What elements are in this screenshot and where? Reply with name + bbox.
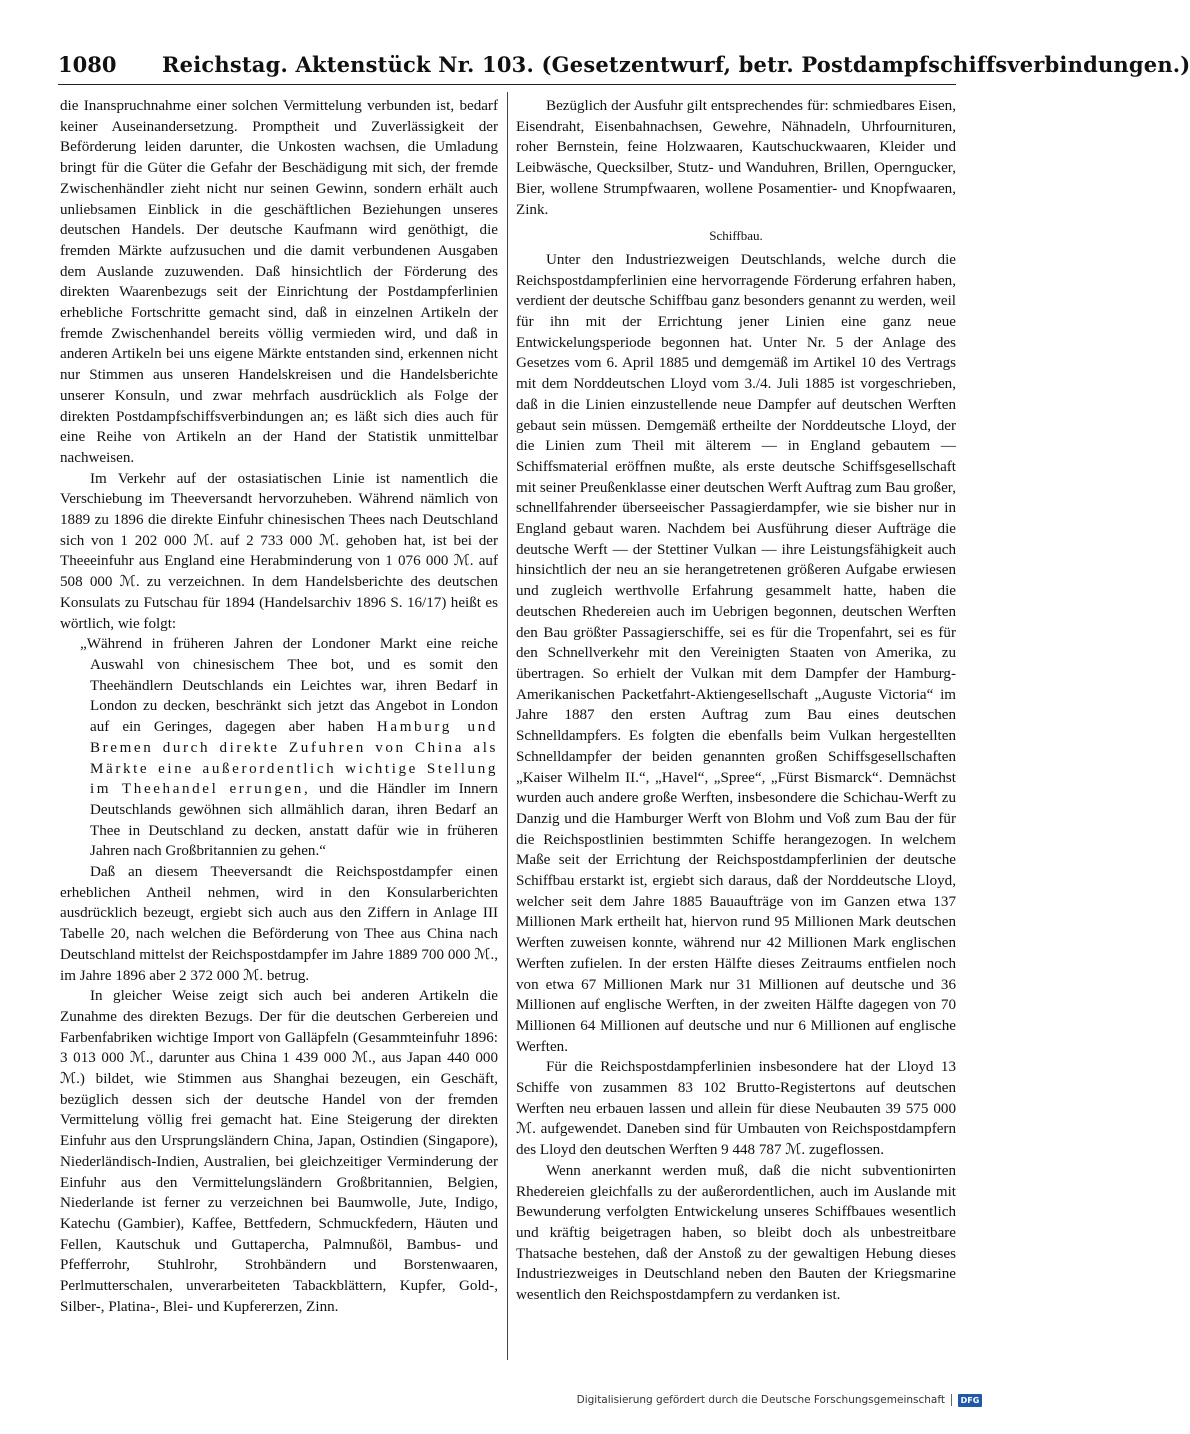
page-number: 1080: [58, 52, 117, 77]
right-column: [516, 96, 956, 1306]
digitization-footer: [577, 1388, 982, 1412]
paragraph: Wenn anerkannt werden muß, daß die nicht subventionirten Rhedereien gleichfalls zu der außerordentlichen, auch im Auslande mit Bewunderung verfolgten Entwickelung unseres Schiffbaues wesentlich und kräftig beigetragen haben, so bleibt doch als unbestreitbare Thatsache bestehen, daß der Anstoß zu der gewaltigen Hebung dieses Industriezweiges in Deutschland neben den Bauten der Kriegsmarine wesentlich den Reichspostdampfern zu verdanken ist.: [516, 1162, 956, 1304]
quote-text: [80, 634, 499, 862]
section-heading: Schiffbau.: [709, 228, 763, 244]
quote-part: und die Händler im Innern Deutschlands gewöhnen sich allmählich daran, ihren Bedarf an Thee in Deutschland zu decken, anstatt dafür wie in früheren Jahren nach Großbritannien zu gehen.“: [90, 781, 498, 860]
paragraph: die Inanspruchnahme einer solchen Vermittelung verbunden ist, bedarf keiner Auseinandersetzung. Promptheit und Zuverlässigkeit der Beförderung leiden darunter, die Unkosten wachsen, die Umladung bringt für die Güter die Gefahr der Beschädigung mit sich, der fremde Zwischenhändler zieht nicht nur seinen Gewinn, sondern erhält auch unliebsamen Einblick in die geschäftlichen Beziehungen unseres deutschen Handels. Der deutsche Kaufmann wird genöthigt, die fremden Märkte aufzusuchen und die damit verbundenen Ausgaben dem Auslande zuzuwenden. Daß hinsichtlich der Förderung des direkten Waarenbezugs seit der Einrichtung der Postdampferlinien erhebliche Fortschritte gemacht sind, daß in einzelnen Artikeln der fremde Zwischenhandel bereits völlig vermieden wird, und daß in anderen Artikeln bei uns eigene Märkte entstanden sind, erkennen nicht nur Stimmen aus unseren Handelskreisen und die Handelsberichte unserer Konsuln, und zwar mehrfach ausdrücklich als Folge der direkten Postdampfschiffsverbindungen an; es läßt sich dies auch für eine Reihe von Artikeln an der Hand der Statistik unmittelbar nachweisen.: [60, 98, 498, 466]
block-quote: [80, 634, 499, 862]
paragraph: Unter den Industriezweigen Deutschlands, welche durch die Reichspostdampferlinien eine hervorragende Förderung erfahren haben, verdient der deutsche Schiffbau ganz besonders genannt zu werden, weil für ihn mit der Errichtung jener Linien eine ganz neue Entwickelungsperiode begonnen hat. Unter Nr. 5 der Anlage des Gesetzes vom 6. April 1885 und demgemäß im Artikel 10 des Vertrags mit dem Norddeutschen Lloyd vom 3./4. Juli 1885 ist vorgeschrieben, daß in die Linien einzustellende neue Dampfer auf deutschen Werften gebaut sein müssen. Demgemäß ertheilte der Norddeutsche Lloyd, der die Linien zum Theil mit älterem — in England gebautem — Schiffsmaterial eröffnen mußte, als erste deutsche Schiffsgesellschaft mit seiner Preußenklasse einer deutschen Werft Auftrag zum Bau großer, schnellfahrender überseeischer Passagierdampfer, wie sie bisher nur in England gebaut waren. Nachdem bei Ausführung dieser Aufträge die deutsche Werft — der Stettiner Vulkan — ihre Leistungsfähigkeit auch hinsichtlich der neu an sie herangetretenen größeren Aufgabe erwiesen und zugleich werthvolle Erfahrung gesammelt hatte, haben die deutschen Rhedereien auch im Uebrigen begonnen, deutschen Werften den Bau größter Passagierschiffe, sei es für die Tropenfahrt, sei es für den Schnellverkehr mit den Vereinigten Staaten von Amerika, zu übertragen. So erhielt der Vulkan mit dem Dampfer der Hamburg-Amerikanischen Packetfahrt-Aktiengesellschaft „Auguste Victoria“ im Jahre 1887 den ersten Auftrag zum Bau eines deutschen Schnelldampfers. Es folgten die ebenfalls beim Vulkan hergestellten Schnelldampfer der beiden genannten großen Schiffsgesellschaften „Kaiser Wilhelm II.“, „Havel“, „Spree“, „Fürst Bismarck“. Demnächst wurden auch andere große Werften, insbesondere die Schichau-Werft zu Danzig und die Hamburger Werft von Blohm und Voß zum Bau der für die Reichspostlinien bestimmten Schiffe herangezogen. In welchem Maße seit der Errichtung der Reichspostdampferlinien der deutsche Schiffbau erstarkt ist, ergiebt sich daraus, daß der Norddeutsche Lloyd, welcher seit dem Jahre 1885 Bauaufträge von im Ganzen etwa 137 Millionen Mark ertheilt hat, hiervon rund 95 Millionen Mark deutschen Werften zuweisen konnte, während nur 42 Millionen Mark englischen Werften zufielen. In der ersten Hälfte dieses Zeitraums entfielen noch von etwa 67 Millionen Mark nur 31 Millionen auf deutsche und 36 Millionen auf englische Werften, in der zweiten Hälfte dagegen von 70 Millionen 64 Millionen auf deutsche und nur 6 Millionen auf englische Werften.: [516, 251, 956, 1055]
footer-separator: [951, 1394, 952, 1406]
quote-part: „Während in früheren Jahren der Londoner Markt eine reiche Auswahl von chinesischem Thee bot, und es somit den Theehändlern Deutschlands ein Leichtes war, ihren Bedarf in London zu decken, beschränkt sich jetzt das Angebot in London auf ein Geringes, dagegen aber haben: [80, 636, 498, 736]
dfg-logo-icon: DFG: [958, 1394, 982, 1407]
column-divider: [507, 92, 508, 1360]
running-title: Reichstag. Aktenstück Nr. 103. (Gesetzentwurf, betr. Postdampfschiffsverbindungen.): [162, 52, 1190, 77]
footer-credit: Digitalisierung gefördert durch die Deutsche Forschungsgemeinschaft: [576, 1394, 945, 1406]
paragraph: In gleicher Weise zeigt sich auch bei anderen Artikeln die Zunahme des direkten Bezugs. Der für die deutschen Gerbereien und Farbenfabriken wichtige Import von Galläpfeln (Gesammteinfuhr 1896: 3 013 000 ℳ., darunter aus China 1 439 000 ℳ., aus Japan 440 000 ℳ.) bildet, wie Stimmen aus Shanghai bezeugen, ein Geschäft, bezüglich dessen sich der deutsche Handel von der fremden Vermittelung völlig frei gemacht hat. Eine Steigerung der direkten Einfuhr aus den Ursprungsländern China, Japan, Ostindien (Singapore), Niederländisch-Indien, Australien, bei gleichzeitiger Verminderung der Einfuhr aus den Vermittelungsländern Großbritannien, Belgien, Niederlande ist ferner zu verzeichnen bei Baumwolle, Jute, Indigo, Katechu (Gambier), Kaffee, Bettfedern, Schmuckfedern, Häuten und Fellen, Kautschuk und Guttapercha, Palmnußöl, Bambus- und Pfefferrohr, Stuhlrohr, Strohbändern und Borstenwaaren, Perlmutterschalen, unverarbeiteten Tabackblättern, Kupfer, Gold-, Silber-, Platina-, Blei- und Kupfererzen, Zinn.: [60, 988, 498, 1315]
paragraph: Im Verkehr auf der ostasiatischen Linie ist namentlich die Verschiebung im Theeversandt hervorzuheben. Während nämlich von 1889 zu 1896 die direkte Einfuhr chinesischen Thees nach Deutschland sich von 1 202 000 ℳ. auf 2 733 000 ℳ. gehoben hat, ist bei der Theeeinfuhr aus England eine Herabminderung von 1 076 000 ℳ. auf 508 000 ℳ. zu verzeichnen. In dem Handelsberichte des deutschen Konsulats zu Futschau für 1894 (Handelsarchiv 1896 S. 16/17) heißt es wörtlich, wie folgt:: [60, 470, 498, 632]
paragraph: Bezüglich der Ausfuhr gilt entsprechendes für: schmiedbares Eisen, Eisendraht, Eisenbahnachsen, Gewehre, Nähnadeln, Uhrfournituren, roher Bernstein, feine Holzwaaren, Kautschuckwaaren, Kleider und Leibwäsche, Quecksilber, Stutz- und Wanduhren, Brillen, Operngucker, Bier, wollene Strumpfwaaren, wollene Posamentier- und Knopfwaaren, Zink.: [516, 98, 956, 218]
paragraph: Daß an diesem Theeversandt die Reichspostdampfer einen erheblichen Antheil nehmen, wird in den Konsularberichten ausdrücklich bezeugt, ergiebt sich auch aus den Ziffern in Anlage III Tabelle 20, nach welchen die Beförderung von Thee aus China nach Deutschland mittelst der Reichspostdampfer im Jahre 1889 700 000 ℳ., im Jahre 1896 aber 2 372 000 ℳ. betrug.: [60, 864, 498, 984]
paragraph: Für die Reichspostdampferlinien insbesondere hat der Lloyd 13 Schiffe von zusammen 83 102 Brutto-Registertons auf deutschen Werften neu erbauen lassen und allein für diese Neubauten 39 575 000 ℳ. aufgewendet. Daneben sind für Umbauten von Reichspostdampfern des Lloyd den deutschen Werften 9 448 787 ℳ. zugeflossen.: [516, 1059, 956, 1159]
quote-emphasis: Hamburg und Bremen durch direkte Zufuhren von China als Märkte eine außerordentlich wichtige Stellung im Theehandel errungen,: [90, 719, 499, 798]
page-header: [58, 52, 1190, 86]
header-rule: [58, 84, 956, 85]
left-column: [60, 96, 498, 1317]
